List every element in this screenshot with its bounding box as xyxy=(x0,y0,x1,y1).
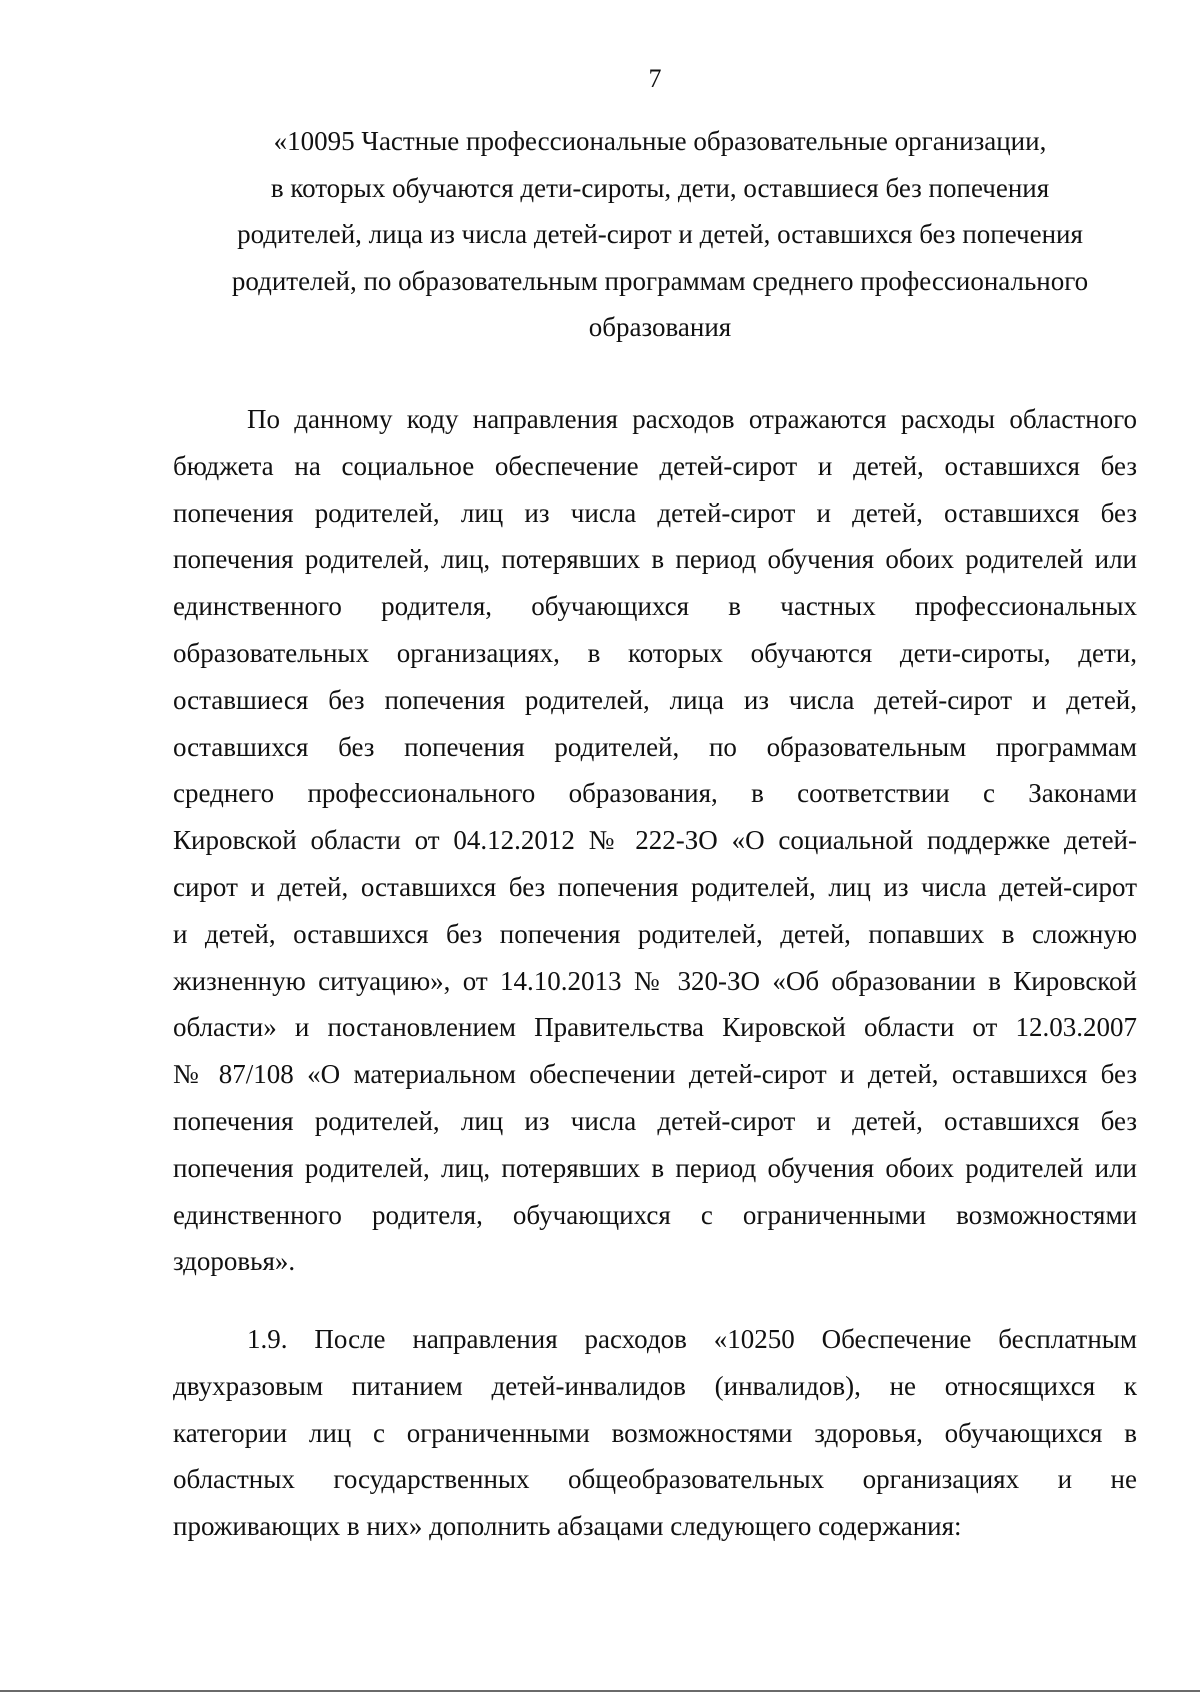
text-line: 1.9. После направления расходов «10250 Обеспечение бесплатным xyxy=(247,1324,1137,1354)
text-line: и детей, оставшихся без попечения родителей, детей, попавших в сложную xyxy=(173,918,1137,949)
text-line: оставшихся без попечения родителей, по образовательным программам xyxy=(173,731,1137,762)
text-line: двухразовым питанием детей-инвалидов (инвалидов), не относящихся к xyxy=(173,1370,1137,1401)
page-number: 7 xyxy=(648,64,662,93)
heading-line: родителей, лица из числа детей-сирот и детей, оставшихся без попечения xyxy=(237,219,1083,249)
paragraph-description xyxy=(173,396,1137,1285)
text-line: По данному коду направления расходов отражаются расходы областного xyxy=(247,404,1137,434)
text-line: бюджета на социальное обеспечение детей-сирот и детей, оставшихся без xyxy=(173,450,1137,481)
heading-line: образования xyxy=(588,312,732,342)
section-heading xyxy=(180,118,1140,351)
text-line: оставшиеся без попечения родителей, лица из числа детей-сирот и детей, xyxy=(173,684,1137,715)
text-line: проживающих в них» дополнить абзацами следующего содержания: xyxy=(173,1511,962,1542)
text-line: образовательных организациях, в которых обучаются дети-сироты, дети, xyxy=(173,637,1137,668)
heading-line: «10095 Частные профессиональные образовательные организации, xyxy=(273,126,1047,156)
text-line: единственного родителя, обучающихся с ограниченными возможностями xyxy=(173,1199,1137,1230)
text-line: сирот и детей, оставшихся без попечения родителей, лиц из числа детей-сирот xyxy=(173,871,1137,902)
paragraph-amendment-1-9 xyxy=(173,1316,1137,1550)
text-line: жизненную ситуацию», от 14.10.2013 № 320-ЗО «Об образовании в Кировской xyxy=(173,965,1137,996)
text-line: категории лиц с ограниченными возможностями здоровья, обучающихся в xyxy=(173,1417,1137,1448)
text-line: Кировской области от 04.12.2012 № 222-ЗО «О социальной поддержке детей- xyxy=(173,825,1137,856)
text-line: попечения родителей, лиц из числа детей-сирот и детей, оставшихся без xyxy=(173,1105,1137,1136)
text-line: попечения родителей, лиц, потерявших в период обучения обоих родителей или xyxy=(173,1152,1137,1183)
text-line: № 87/108 «О материальном обеспечении детей-сирот и детей, оставшихся без xyxy=(173,1059,1137,1090)
text-line: области» и постановлением Правительства Кировской области от 12.03.2007 xyxy=(173,1012,1137,1043)
text-line: попечения родителей, лиц, потерявших в период обучения обоих родителей или xyxy=(173,544,1137,575)
scan-edge-line xyxy=(0,1690,1200,1692)
text-line: здоровья». xyxy=(173,1246,296,1277)
heading-line: в которых обучаются дети-сироты, дети, оставшиеся без попечения xyxy=(270,172,1050,203)
text-line: областных государственных общеобразовательных организациях и не xyxy=(173,1464,1137,1495)
text-line: среднего профессионального образования, в соответствии с Законами xyxy=(173,778,1137,809)
text-line: единственного родителя, обучающихся в частных профессиональных xyxy=(173,591,1137,622)
heading-line: родителей, по образовательным программам среднего профессионального xyxy=(231,265,1089,296)
text-line: попечения родителей, лиц из числа детей-сирот и детей, оставшихся без xyxy=(173,497,1137,528)
